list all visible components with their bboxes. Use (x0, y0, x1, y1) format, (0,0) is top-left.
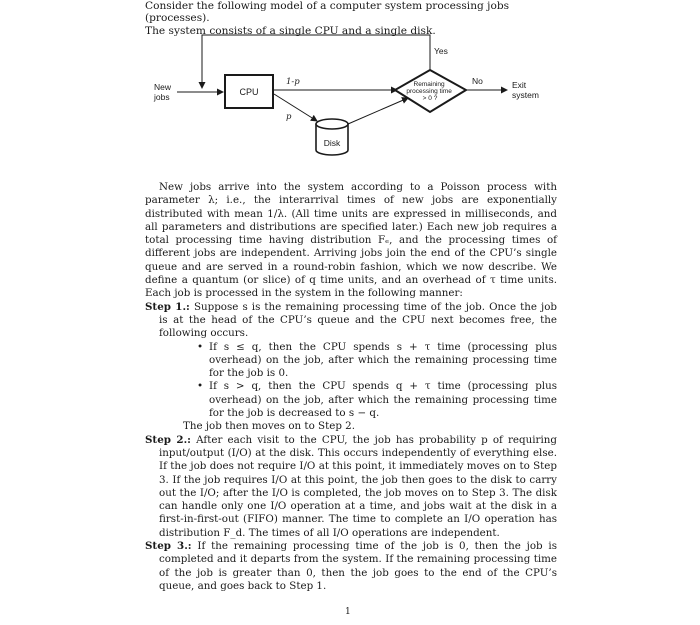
step-3-text: If the remaining processing time of the job is 0, then the job is completed and it departs from the system. If the remaining processing time of the job is greater than 0, then the job goes to the end of the CPU’s queue, and goes back to Step 1. (159, 540, 557, 592)
bullet-1-text: If s ≤ q, then the CPU spends s + τ time (processing plus overhead) on the job, after which the remaining processing time for the job is 0. (209, 340, 557, 380)
step-1-end: The job then moves on to Step 2. (183, 420, 356, 433)
p-label: p (286, 112, 292, 122)
step-2-title: Step 2.: (145, 433, 191, 446)
step-2 (145, 434, 557, 540)
system-diagram (0, 0, 700, 180)
decision-label: Remaining processing time > 0 ? (406, 81, 452, 102)
exit-system-label: Exit system (512, 80, 539, 100)
step-1-bullets (169, 341, 557, 434)
step-3-title: Step 3.: (145, 540, 192, 553)
one-minus-p-label: 1-p (286, 77, 300, 87)
intro-line-2: The system consists of a single CPU and a single disk. (145, 24, 436, 37)
disk-label: Disk (323, 138, 341, 148)
intro-line-1: Consider the following model of a computer system processing jobs (processes). (145, 0, 510, 25)
step-1 (145, 301, 557, 341)
disk-to-decision-arrow (348, 98, 408, 124)
step-1-bullet-1 (197, 341, 557, 381)
bullet-marker: • (197, 380, 204, 393)
step-3 (145, 540, 557, 593)
step-1-bullet-2 (197, 380, 557, 420)
no-label: No (472, 76, 483, 86)
page-number: 1 (345, 607, 351, 617)
cpu-to-disk-arrow (274, 94, 317, 121)
yes-label: Yes (434, 46, 448, 56)
disk-cylinder (316, 119, 348, 155)
step-1-title: Step 1.: (145, 300, 190, 313)
bullet-2-text: If s > q, then the CPU spends q + τ time (processing plus overhead) on the job, after which the remaining processing time for the job is decreased to s − q. (209, 380, 557, 420)
model-paragraph: New jobs arrive into the system according to a Poisson process with parameter λ; i.e., the interarrival times of new jobs are exponentially distributed with mean 1/λ. (All time units are expressed in milliseconds, and all parameters and distributions are specified later.) Each new job requires a total processing time having distribution Fₑ, and the processing times of different jobs are independent. Arriving jobs join the end of the CPU’s single queue and are served in a round-robin fashion, which we now describe. We define a quantum (or slice) of q time units, and an overhead of τ time units. Each job is processed in the system in the following manner: (145, 181, 557, 300)
step-2-text: After each visit to the CPU, the job has probability p of requiring input/output (I/O) at the disk. This occurs independently of everything else. If the job does not require I/O at this point, it immediately moves on to Step 3. If the job requires I/O at this point, the job then goes to the disk to carry out the I/O; after the I/O is completed, the job moves on to Step 3. The disk can handle only one I/O operation at a time, and jobs wait at the disk in a first-in-first-out (FIFO) manner. The time to complete an I/O operation has distribution F_d. The times of all I/O operations are independent. (159, 433, 557, 539)
step-1-text: Suppose s is the remaining processing time of the job. Once the job is at the head of the CPU’s queue and the CPU next becomes free, the following occurs. (159, 300, 557, 340)
new-jobs-label: New jobs (154, 82, 172, 102)
main-text (145, 181, 557, 593)
cpu-label: CPU (239, 87, 259, 97)
bullet-marker: • (197, 340, 204, 353)
